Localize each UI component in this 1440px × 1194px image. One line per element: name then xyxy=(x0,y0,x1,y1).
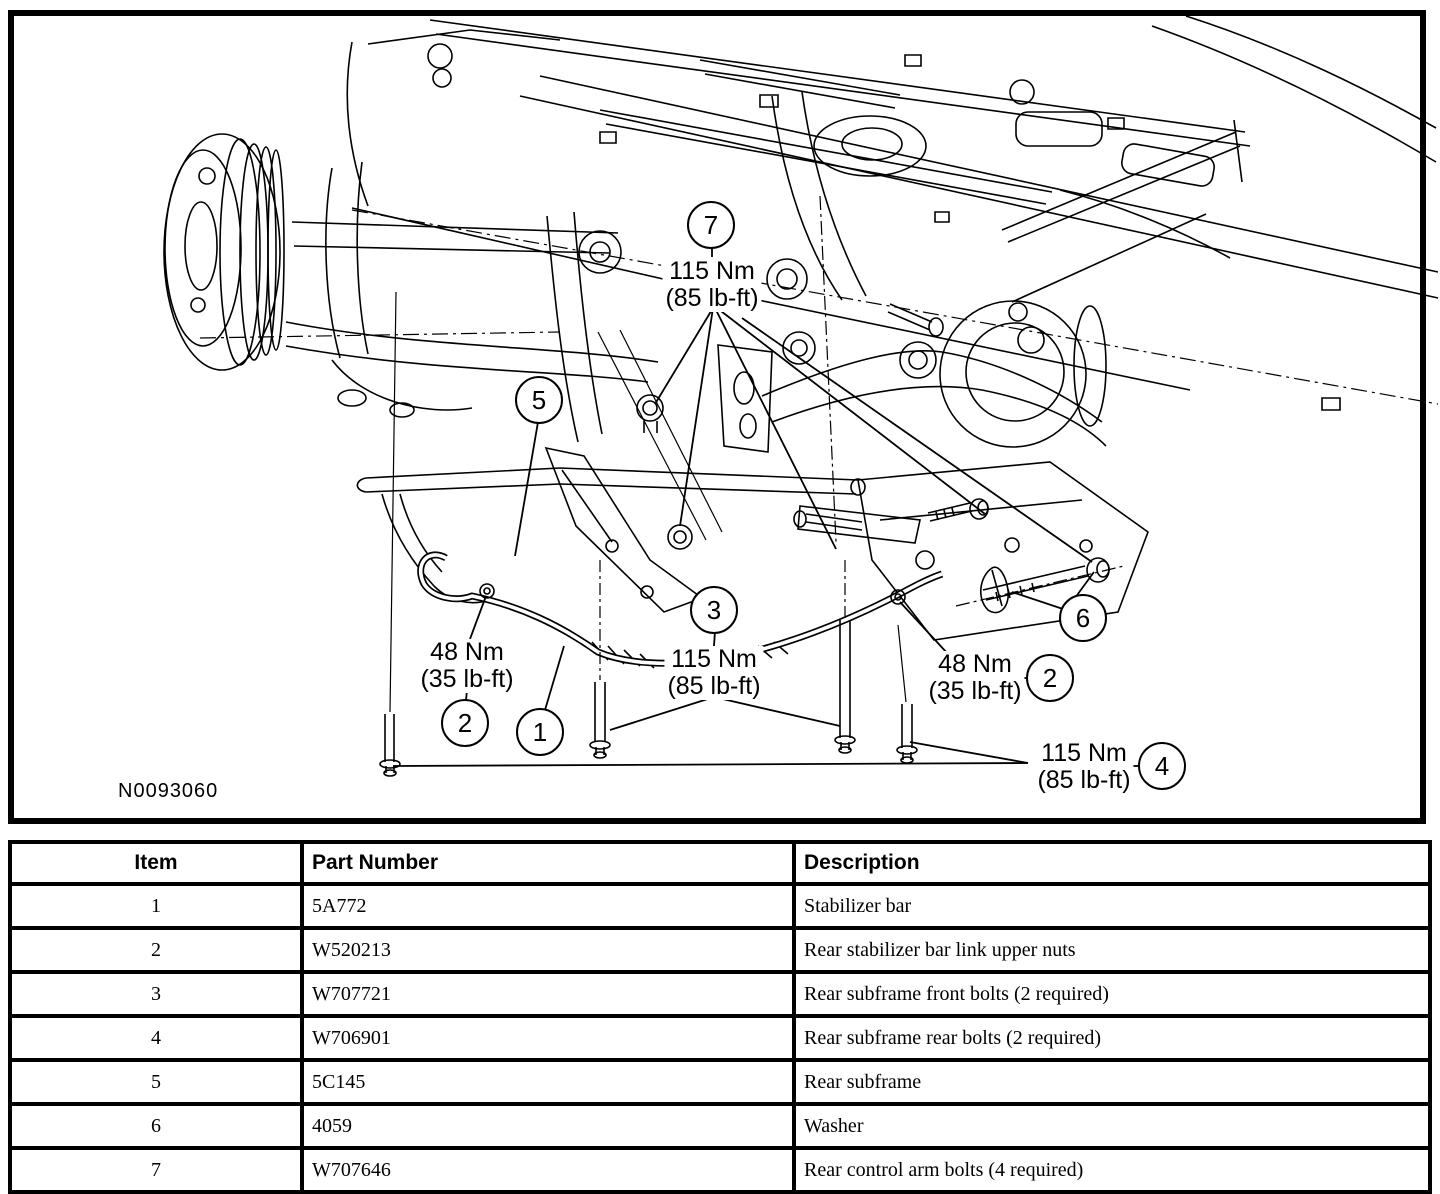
callout-7 xyxy=(687,201,735,249)
cell-item: 7 xyxy=(10,1148,302,1192)
torque-value: 115 Nm xyxy=(1041,739,1127,767)
torque-value-lbft: (35 lb-ft) xyxy=(420,665,514,693)
cell-part-number: 5A772 xyxy=(302,884,794,928)
cell-item: 6 xyxy=(10,1104,302,1148)
cell-description: Rear subframe xyxy=(794,1060,1430,1104)
torque-value-lbft: (85 lb-ft) xyxy=(667,672,761,700)
cell-item: 4 xyxy=(10,1016,302,1060)
cell-part-number: 4059 xyxy=(302,1104,794,1148)
callout-2-left-number: 2 xyxy=(457,707,473,738)
table-header-row xyxy=(10,842,1430,884)
callout-5-number: 5 xyxy=(531,384,547,415)
callout-4-number: 4 xyxy=(1154,750,1170,781)
callout-6 xyxy=(1059,594,1107,642)
cell-description: Rear control arm bolts (4 required) xyxy=(794,1148,1430,1192)
cell-part-number: W520213 xyxy=(302,928,794,972)
table-row xyxy=(10,928,1430,972)
cell-part-number: 5C145 xyxy=(302,1060,794,1104)
cell-part-number: W707721 xyxy=(302,972,794,1016)
torque-value: 48 Nm xyxy=(938,650,1012,678)
parts-table xyxy=(8,840,1432,1194)
callout-5 xyxy=(515,376,563,424)
callout-7-number: 7 xyxy=(703,209,719,240)
torque-label-stab-link-right xyxy=(925,651,1024,705)
torque-value-lbft: (35 lb-ft) xyxy=(928,677,1022,705)
table-row xyxy=(10,1016,1430,1060)
cell-description: Washer xyxy=(794,1104,1430,1148)
callout-2-left xyxy=(441,699,489,747)
cell-part-number: W707646 xyxy=(302,1148,794,1192)
cell-description: Rear subframe front bolts (2 required) xyxy=(794,972,1430,1016)
torque-value: 115 Nm xyxy=(669,257,755,285)
torque-label-control-arm-bolts xyxy=(662,258,761,312)
torque-value: 48 Nm xyxy=(430,638,504,666)
header-item: Item xyxy=(10,842,302,884)
table-row xyxy=(10,1104,1430,1148)
header-part-number: Part Number xyxy=(302,842,794,884)
torque-label-subframe-front-bolts xyxy=(664,646,763,700)
cell-part-number: W706901 xyxy=(302,1016,794,1060)
figure-reference-number: N0093060 xyxy=(118,780,219,802)
cell-description: Rear subframe rear bolts (2 required) xyxy=(794,1016,1430,1060)
callout-2-right xyxy=(1026,654,1074,702)
table-row xyxy=(10,1060,1430,1104)
cell-item: 1 xyxy=(10,884,302,928)
callout-3-number: 3 xyxy=(706,594,722,625)
callout-3 xyxy=(690,586,738,634)
cell-description: Stabilizer bar xyxy=(794,884,1430,928)
cell-item: 5 xyxy=(10,1060,302,1104)
table-row xyxy=(10,972,1430,1016)
torque-value: 115 Nm xyxy=(671,645,757,673)
callout-1-number: 1 xyxy=(532,716,548,747)
callout-1 xyxy=(516,708,564,756)
cell-item: 2 xyxy=(10,928,302,972)
torque-label-subframe-rear-bolts xyxy=(1034,740,1133,794)
cell-description: Rear stabilizer bar link upper nuts xyxy=(794,928,1430,972)
torque-value-lbft: (85 lb-ft) xyxy=(665,284,759,312)
torque-value-lbft: (85 lb-ft) xyxy=(1037,766,1131,794)
cell-item: 3 xyxy=(10,972,302,1016)
table-row xyxy=(10,884,1430,928)
underbody-line-art xyxy=(200,16,1438,410)
header-description: Description xyxy=(794,842,1430,884)
torque-label-stab-link-left xyxy=(417,639,516,693)
table-row xyxy=(10,1148,1430,1192)
callout-2-right-number: 2 xyxy=(1042,662,1058,693)
callout-6-number: 6 xyxy=(1075,602,1091,633)
callout-4 xyxy=(1138,742,1186,790)
